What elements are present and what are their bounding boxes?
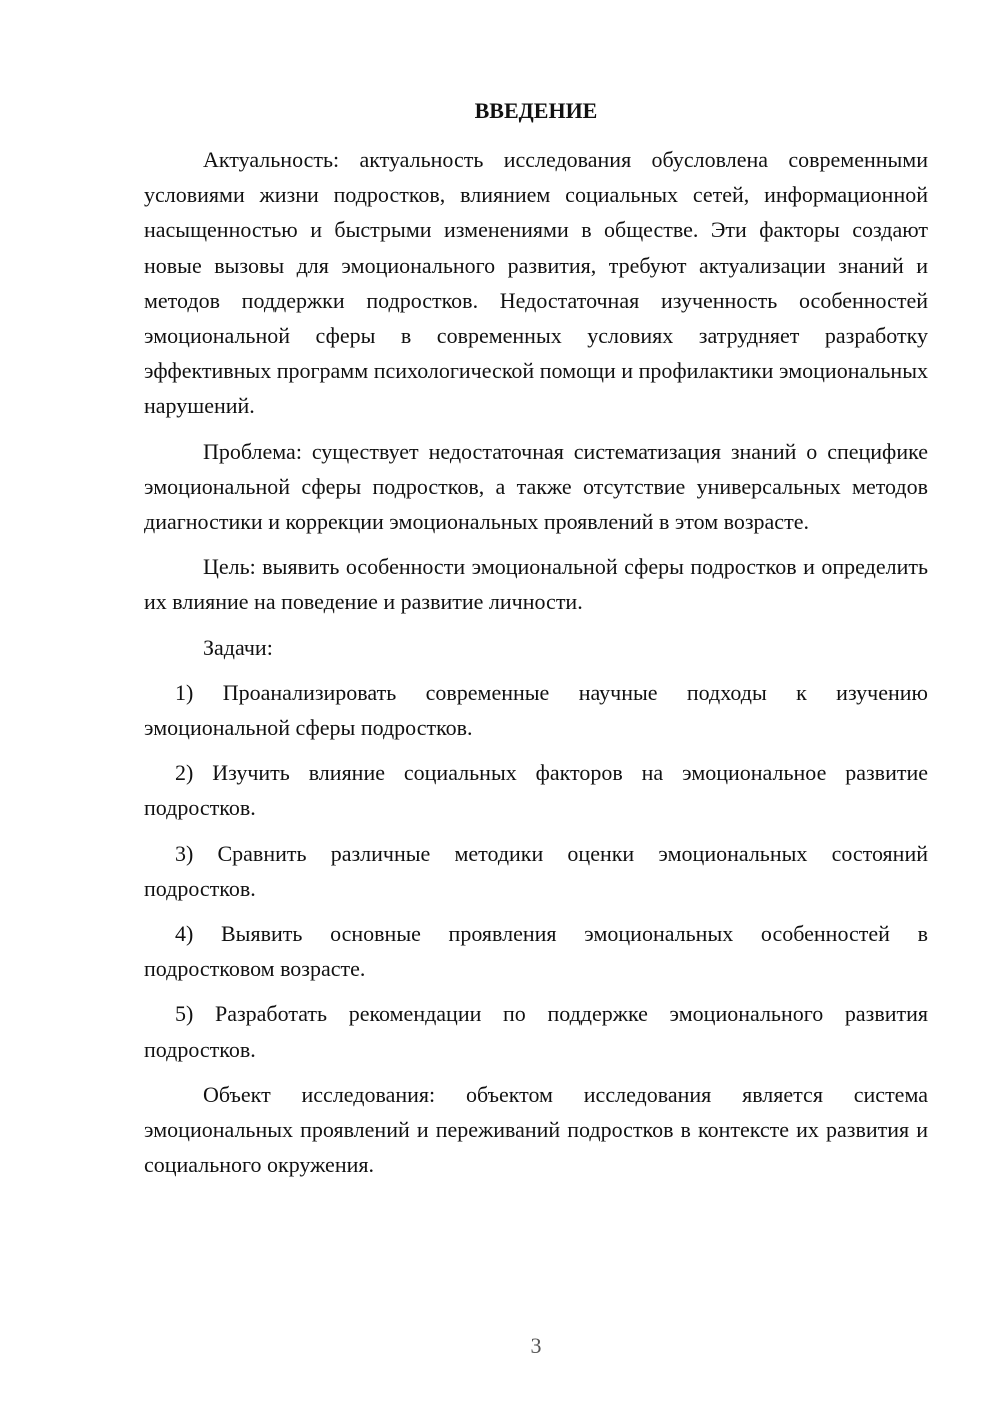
document-body <box>144 142 928 1182</box>
relevance-paragraph: Актуальность: актуальность исследования обусловлена современными условиями жизни подростков, влиянием социальных сетей, информационной насыщенностью и быстрыми изменениями в обществе. Эти факторы создают новые вызовы для эмоционального развития, требуют актуализации знаний и методов поддержки подростков. Недостаточная изученность особенностей эмоциональной сферы в современных условиях затрудняет разработку эффективных программ психологической помощи и профилактики эмоциональных нарушений. <box>144 147 928 419</box>
problem-paragraph: Проблема: существует недостаточная систематизация знаний о специфике эмоциональной сферы подростков, а также отсутствие универсальных методов диагностики и коррекции эмоциональных проявлений в этом возрасте. <box>144 438 928 535</box>
task-item: 4) Выявить основные проявления эмоциональных особенностей в подростковом возрасте. <box>144 921 928 982</box>
task-item: 5) Разработать рекомендации по поддержке эмоционального развития подростков. <box>144 1001 928 1062</box>
task-item: 1) Проанализировать современные научные подходы к изучению эмоциональной сферы подростков. <box>144 679 928 741</box>
task-item: 3) Сравнить различные методики оценки эмоциональных состояний подростков. <box>144 840 928 901</box>
task-item: 2) Изучить влияние социальных факторов на эмоциональное развитие подростков. <box>144 760 928 821</box>
page-title: ВВЕДЕНИЕ <box>474 98 598 123</box>
tasks-heading: Задачи: <box>203 634 273 660</box>
goal-paragraph: Цель: выявить особенности эмоциональной сферы подростков и определить их влияние на поведение и развитие личности. <box>144 554 928 615</box>
page-number: 3 <box>530 1333 542 1358</box>
object-paragraph: Объект исследования: объектом исследования является система эмоциональных проявлений и переживаний подростков в контексте их развития и социального окружения. <box>144 1081 928 1178</box>
